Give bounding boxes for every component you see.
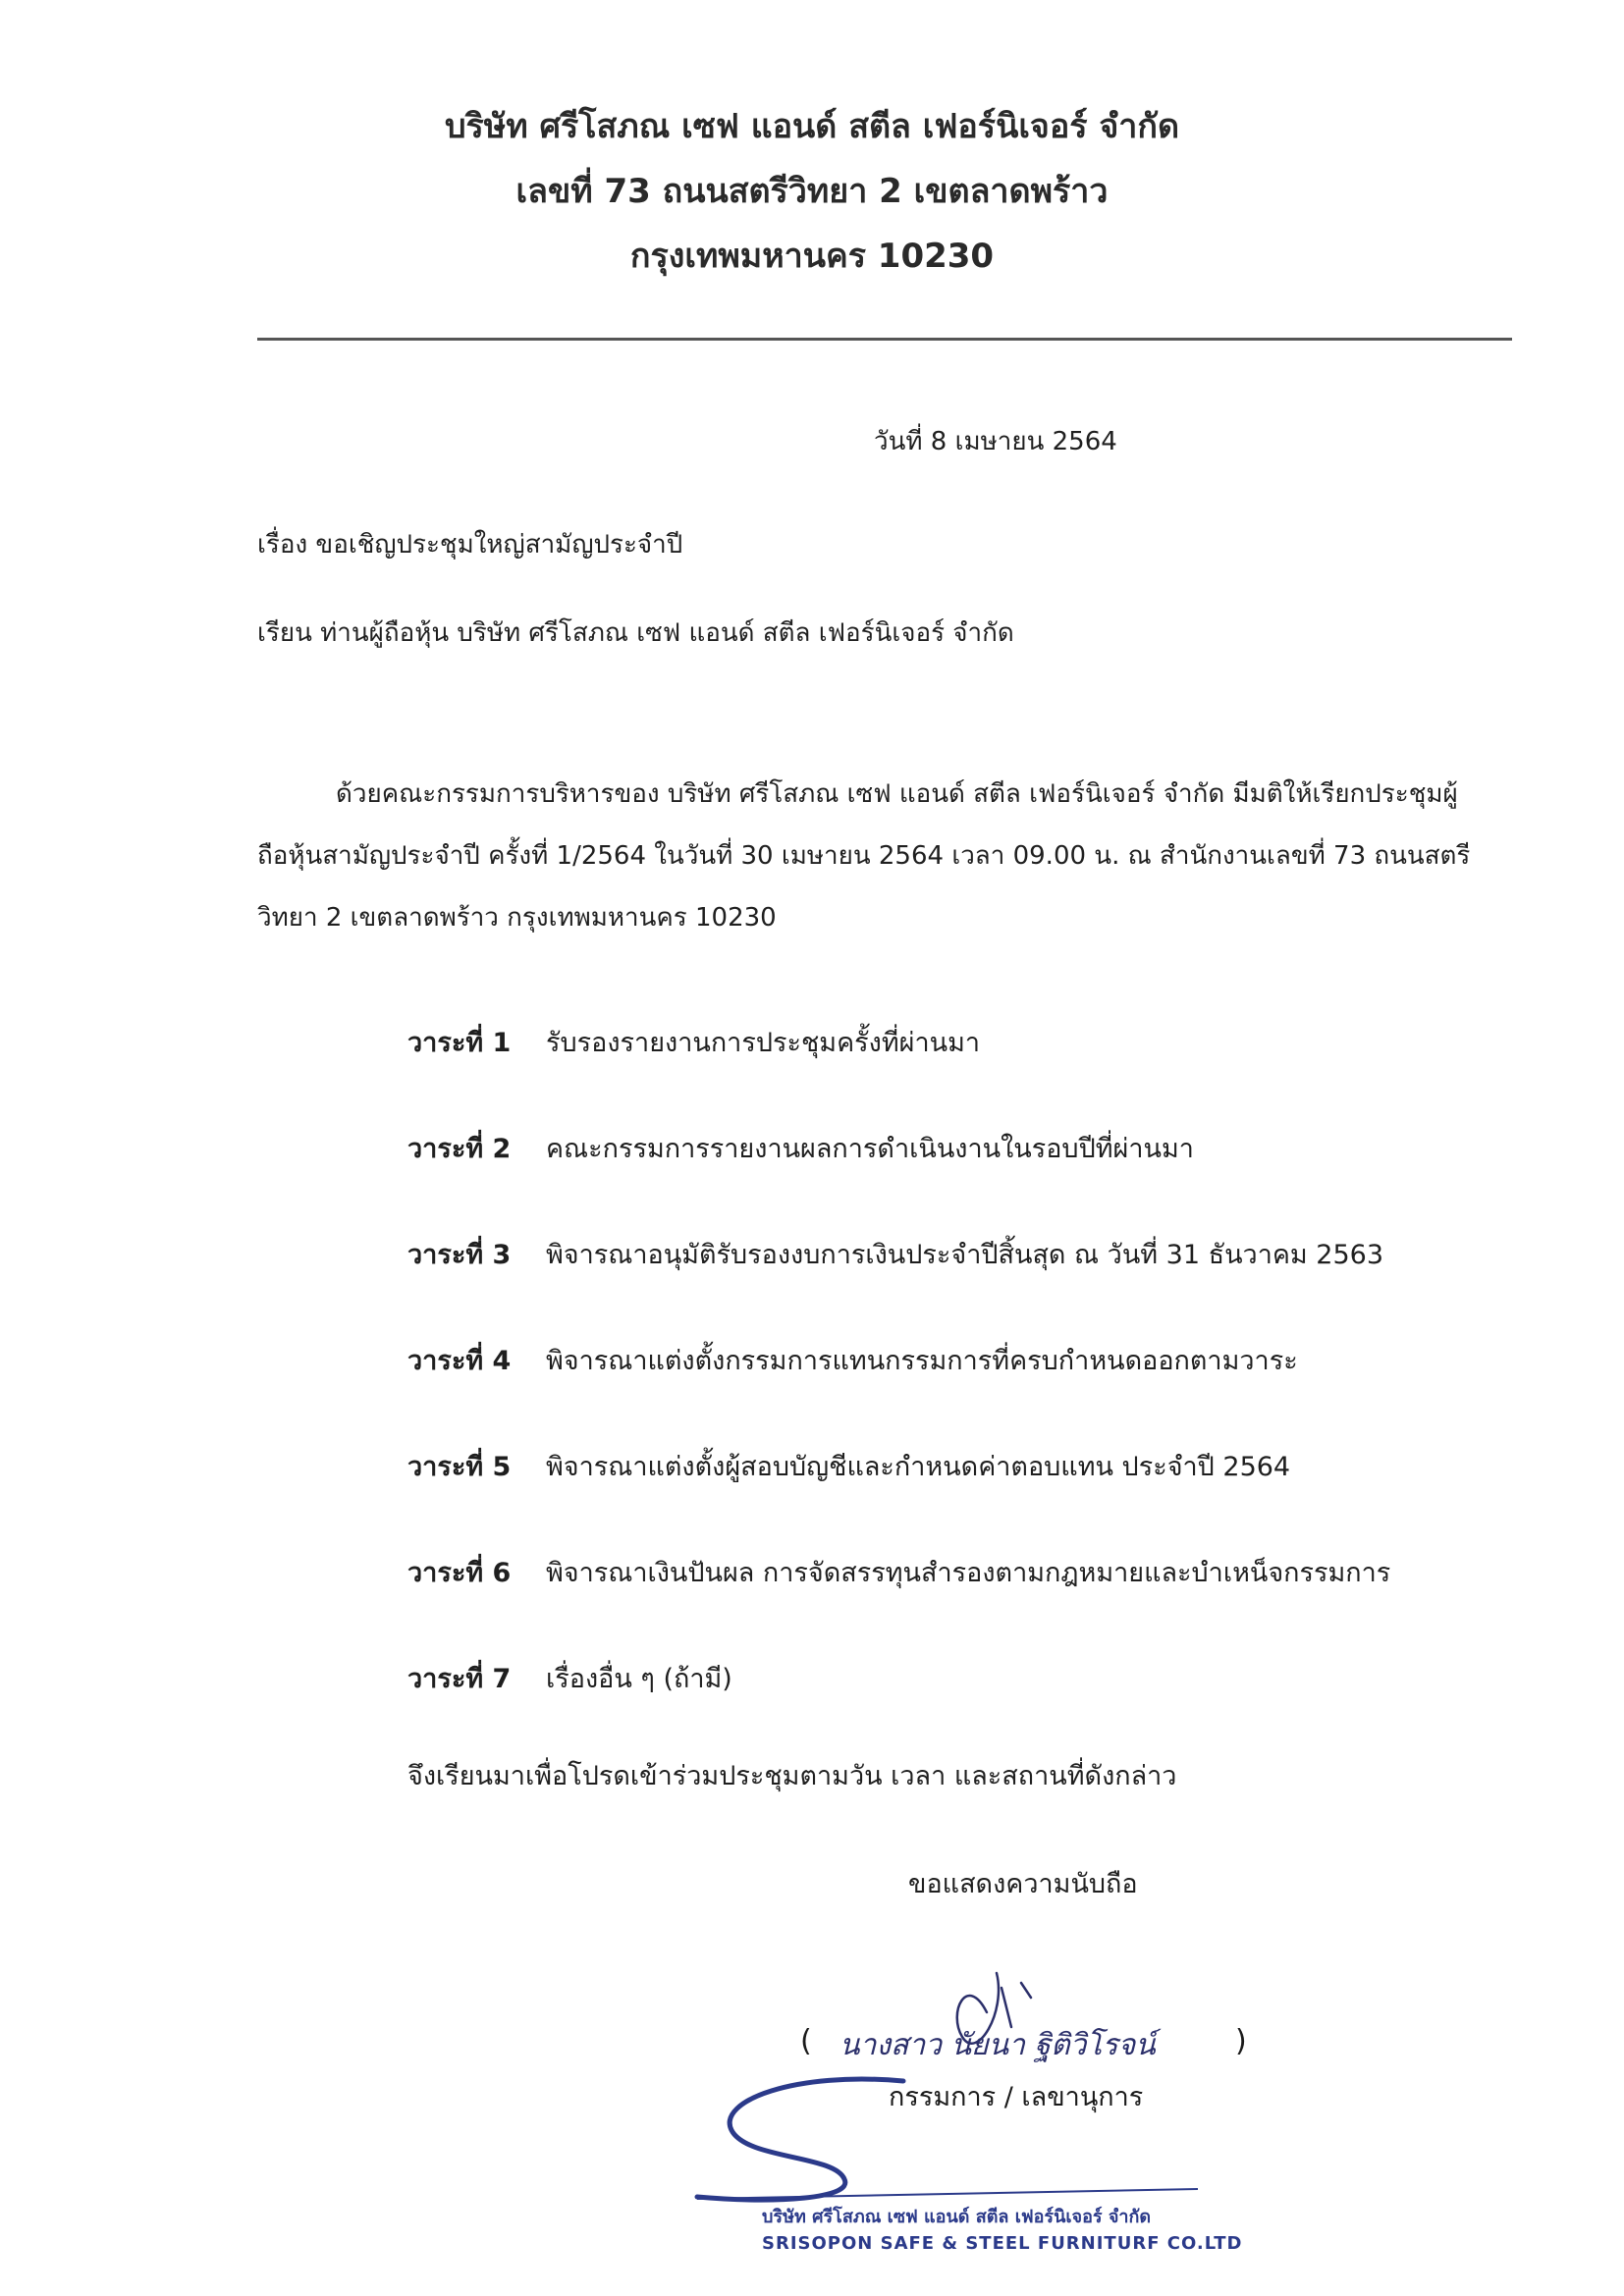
letter-salutation: เรียน ท่านผู้ถือหุ้น บริษัท ศรีโสภณ เซฟ แอนด์ สตีล เฟอร์นิเจอร์ จำกัด	[257, 618, 1014, 648]
company-name: บริษัท ศรีโสภณ เซฟ แอนด์ สตีล เฟอร์นิเจอร์ จำกัด	[444, 107, 1180, 146]
signature-paren-close: )	[1235, 2024, 1247, 2058]
letter-date: วันที่ 8 เมษายน 2564	[874, 427, 1117, 456]
agenda-text: พิจารณาแต่งตั้งกรรมการแทนกรรมการที่ครบกำหนดออกตามวาระ	[546, 1346, 1298, 1376]
stamp-company-thai: บริษัท ศรีโสภณ เซฟ แอนด์ สตีล เฟอร์นิเจอร์ จำกัด	[762, 2207, 1152, 2227]
agenda-text: พิจารณาเงินปันผล การจัดสรรทุนสำรองตามกฎหมายและบำเหน็จกรรมการ	[546, 1558, 1391, 1588]
agenda-text: คณะกรรมการรายงานผลการดำเนินงานในรอบปีที่ผ่านมา	[546, 1134, 1194, 1164]
agenda-label: วาระที่ 7	[407, 1664, 512, 1694]
company-address: เลขที่ 73 ถนนสตรีวิทยา 2 เขตลาดพร้าว	[515, 172, 1109, 211]
regards: ขอแสดงความนับถือ	[908, 1869, 1138, 1899]
company-stamp-swoosh-icon	[648, 2061, 1237, 2218]
agenda-text: พิจารณาแต่งตั้งผู้สอบบัญชีและกำหนดค่าตอบแทน ประจำปี 2564	[546, 1452, 1291, 1482]
agenda-label: วาระที่ 1	[407, 1028, 512, 1058]
stamp-company-english: SRISOPON SAFE & STEEL FURNITURF CO.LTD	[762, 2233, 1243, 2254]
letter-subject: เรื่อง ขอเชิญประชุมใหญ่สามัญประจำปี	[257, 530, 683, 560]
agenda-label: วาระที่ 2	[407, 1134, 512, 1164]
body-line: ถือหุ้นสามัญประจำปี ครั้งที่ 1/2564 ในวันที่ 30 เมษายน 2564 เวลา 09.00 น. ณ สำนักงานเลขที่ 73 ถนนสตรี	[257, 841, 1471, 871]
header-divider	[257, 338, 1512, 341]
agenda-text: เรื่องอื่น ๆ (ถ้ามี)	[546, 1664, 732, 1694]
agenda-label: วาระที่ 3	[407, 1240, 512, 1270]
agenda-label: วาระที่ 4	[407, 1346, 512, 1376]
body-line: วิทยา 2 เขตลาดพร้าว กรุงเทพมหานคร 10230	[257, 903, 777, 933]
signer-name: นางสาว นัยนา ฐิติวิโรจน์	[839, 2028, 1156, 2062]
agenda-label: วาระที่ 6	[407, 1558, 512, 1588]
signer-position: กรรมการ / เลขานุการ	[889, 2082, 1144, 2112]
agenda-text: พิจารณาอนุมัติรับรองงบการเงินประจำปีสิ้นสุด ณ วันที่ 31 ธันวาคม 2563	[546, 1240, 1384, 1270]
company-city: กรุงเทพมหานคร 10230	[629, 237, 995, 276]
agenda-text: รับรองรายงานการประชุมครั้งที่ผ่านมา	[546, 1028, 981, 1058]
closing-sentence: จึงเรียนมาเพื่อโปรดเข้าร่วมประชุมตามวัน เวลา และสถานที่ดังกล่าว	[407, 1761, 1177, 1791]
body-line: ด้วยคณะกรรมการบริหารของ บริษัท ศรีโสภณ เซฟ แอนด์ สตีล เฟอร์นิเจอร์ จำกัด มีมติให้เรียกประชุมผู้	[336, 779, 1458, 809]
signature-paren-open: (	[800, 2024, 812, 2058]
body-paragraph	[257, 764, 1534, 949]
agenda-label: วาระที่ 5	[407, 1452, 512, 1482]
